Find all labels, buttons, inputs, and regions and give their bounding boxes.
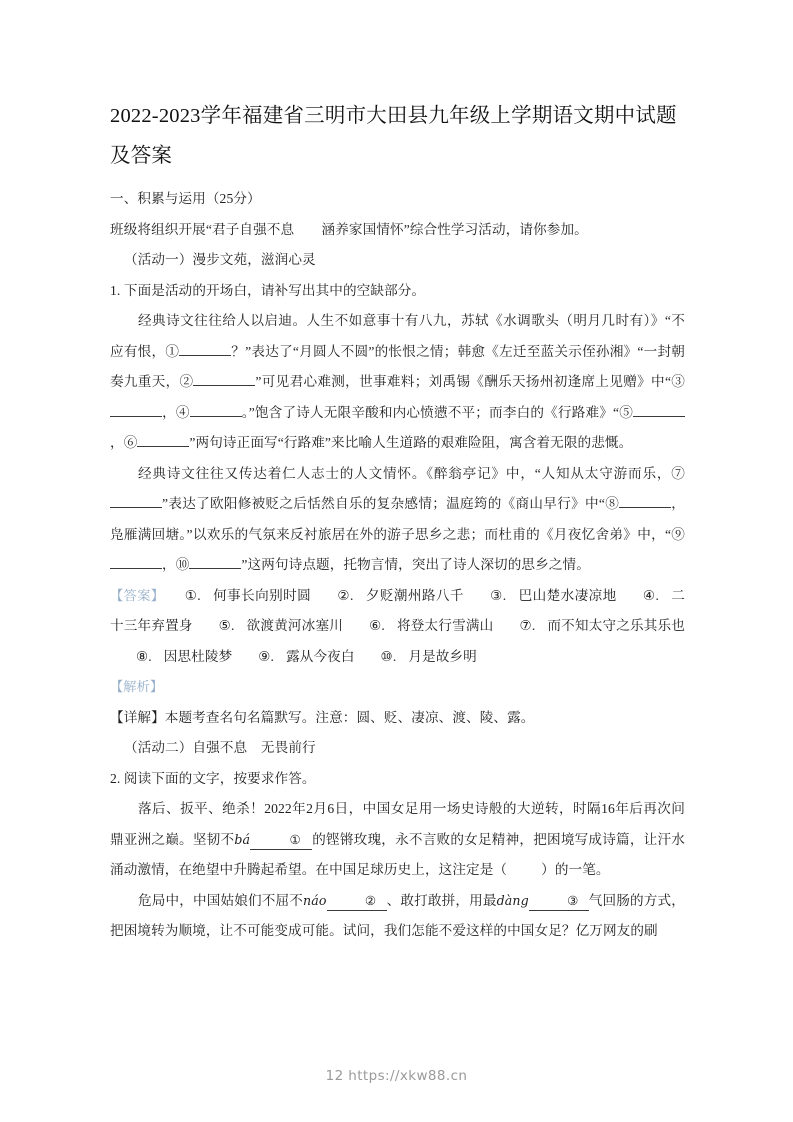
answer-number: ⑥. bbox=[369, 618, 385, 633]
answer-item bbox=[490, 588, 617, 603]
q1p2-text-e: ”这两句诗点题，托物言情，突出了诗人深切的思乡之情。 bbox=[241, 557, 590, 572]
q2p2-text-a: 危局中，中国姑娘们不屈不 bbox=[138, 892, 304, 908]
watermark: 12 https://xkw88.cn bbox=[325, 1068, 468, 1084]
blank-9: ⑨ bbox=[110, 527, 685, 573]
section-heading: 一、积累与运用（25分） bbox=[110, 191, 261, 206]
q1p2-text-d: ， bbox=[162, 557, 176, 572]
answer-text: 二十三年弃置身 bbox=[110, 587, 686, 633]
detail-explanation: 【详解】本题考查名句名篇默写。注意：圆、贬、凄凉、渡、陵、露。 bbox=[110, 709, 535, 725]
answer-block bbox=[110, 581, 685, 673]
blank-5: ⑤ bbox=[619, 405, 685, 420]
q2p1-text-a: 落后、扳平、绝杀！2022年2月6日，中国女足用一场史诗般的大逆转，时隔16年后再次问鼎亚洲之巅。坚韧不 bbox=[110, 801, 685, 847]
answer-item bbox=[369, 618, 493, 633]
q1-text-c: ”可见君心难测，世事难料；刘禹锡《酬乐天扬州初逢席上见赠》中“ bbox=[255, 374, 672, 389]
q1p2-text-c: ，凫雁满回塘。”以欢乐的气氛来反衬旅居在外的游子思乡之悲；而杜甫的《月夜忆舍弟》中，“ bbox=[110, 496, 685, 542]
q2p1-text-b: 的铿锵玫瑰，永不言败的女足精神，把困境写成诗篇，让汗水涌动激情，在绝望中升腾起希望。在中国足球历史上，这注定是（ bbox=[110, 831, 685, 877]
answer-number: ⑦. bbox=[519, 618, 536, 633]
pinyin-ba: bá bbox=[234, 831, 251, 847]
q2p2-text-b: 、敢打敢拼，用最 bbox=[386, 892, 497, 908]
answer-item bbox=[184, 588, 311, 603]
blank-8: ⑧ bbox=[605, 496, 671, 511]
numbered-blank-3: ③ bbox=[529, 892, 589, 911]
answer-number: ⑩. bbox=[380, 648, 397, 664]
blank-7: ⑦ bbox=[110, 466, 685, 512]
blank-1: ① bbox=[165, 344, 231, 359]
blank-10: ⑩ bbox=[176, 557, 242, 572]
q1-text-d: ， bbox=[162, 404, 176, 420]
page-title: 2022-2023学年福建省三明市大田县九年级上学期语文期中试题及答案 bbox=[110, 105, 677, 167]
q1-text-a: 经典诗文往往给人以启迪。人生不如意事十有八九，苏轼《水调歌头（明月几时有）》“不应有恨， bbox=[110, 313, 685, 359]
answer-item bbox=[219, 618, 343, 633]
q1-text-g: ”两句诗正面写“行路难”来比喻人生道路的艰难险阻，寓含着无限的悲慨。 bbox=[189, 435, 633, 450]
activity-one-heading: （活动一）漫步文苑，滋润心灵 bbox=[124, 252, 316, 267]
question-1-paragraph-1 bbox=[110, 306, 685, 459]
q1-text-b: ？”表达了“月圆人不圆”的怅恨之情；韩愈《左迁至蓝关示侄孙湘》“一封朝奏九重天， bbox=[110, 343, 685, 389]
q1p2-text-a: 经典诗文往往又传达着仁人志士的人文情怀。《醉翁亭记》中，“人知从太守游而乐， bbox=[138, 465, 672, 481]
answer-text: 巴山楚水凄凉地 bbox=[518, 587, 617, 603]
analysis-label: 【解析】 bbox=[110, 679, 164, 694]
q2p2-text-c: 气回肠的方式，把困境转为顺境，让不可能变成可能。试问，我们怎能不爱这样的中国女足？亿万网友的刷 bbox=[110, 892, 686, 938]
answer-text: 何事长向别时圆 bbox=[212, 587, 312, 603]
question-1-paragraph-2 bbox=[110, 459, 685, 581]
answer-text: 露从今夜白 bbox=[286, 648, 355, 664]
answer-number: ②. bbox=[337, 587, 354, 603]
answer-item bbox=[136, 649, 232, 664]
answer-item bbox=[519, 618, 685, 633]
q1-text-e: 。”饱含了诗人无限辛酸和内心愤懑不平；而李白的《行路难》“ bbox=[241, 404, 620, 420]
pinyin-nao: náo bbox=[303, 892, 327, 908]
answer-number: ⑧. bbox=[136, 648, 152, 664]
pinyin-dang: dàng bbox=[496, 892, 529, 908]
blank-6: ⑥ bbox=[124, 435, 190, 450]
answers-list bbox=[110, 588, 685, 664]
intro-paragraph: 班级将组织开展“君子自强不息 涵养家国情怀”综合性学习活动，请你参加。 bbox=[110, 221, 588, 237]
numbered-blank-1: ① bbox=[250, 831, 312, 850]
document-content bbox=[110, 96, 685, 947]
q2p1-text-c: ）的一笔。 bbox=[541, 862, 610, 877]
answer-text: 夕贬潮州路八千 bbox=[365, 587, 464, 603]
answer-number: ③. bbox=[489, 587, 507, 603]
answer-text: 月是故乡明 bbox=[408, 648, 477, 664]
question-2-paragraph-1 bbox=[110, 794, 685, 886]
answer-item bbox=[337, 588, 464, 603]
question-2-paragraph-2 bbox=[110, 886, 685, 947]
answer-item bbox=[258, 649, 354, 664]
blank-4: ④ bbox=[176, 405, 242, 420]
numbered-blank-2: ② bbox=[327, 892, 387, 911]
q1-text-f: ， bbox=[110, 435, 124, 450]
q1p2-text-b: ”表达了欧阳修被贬之后恬然自乐的复杂感情；温庭筠的《商山早行》中“ bbox=[162, 496, 605, 511]
question-2-stem: 2. 阅读下面的文字，按要求作答。 bbox=[110, 770, 316, 786]
answer-text: 因思杜陵梦 bbox=[163, 648, 233, 664]
answer-number: ①. bbox=[184, 587, 201, 603]
activity-two-heading: （活动二）自强不息 无畏前行 bbox=[124, 740, 316, 755]
answer-number: ④. bbox=[642, 587, 659, 603]
answer-number: ⑨. bbox=[258, 648, 275, 664]
answer-item bbox=[381, 649, 477, 664]
blank-3: ③ bbox=[110, 374, 685, 420]
blank-2: ② bbox=[180, 374, 256, 389]
answer-text: 欲渡黄河冰塞川 bbox=[246, 618, 343, 633]
answer-text: 将登太行雪满山 bbox=[396, 618, 494, 633]
answer-number: ⑤. bbox=[218, 618, 235, 633]
answer-text: 而不知太守之乐其乐也 bbox=[547, 618, 685, 633]
answer-label: 【答案】 bbox=[110, 587, 165, 603]
question-1-stem: 1. 下面是活动的开场白，请补写出其中的空缺部分。 bbox=[110, 282, 426, 298]
analysis-label-row bbox=[110, 672, 685, 703]
